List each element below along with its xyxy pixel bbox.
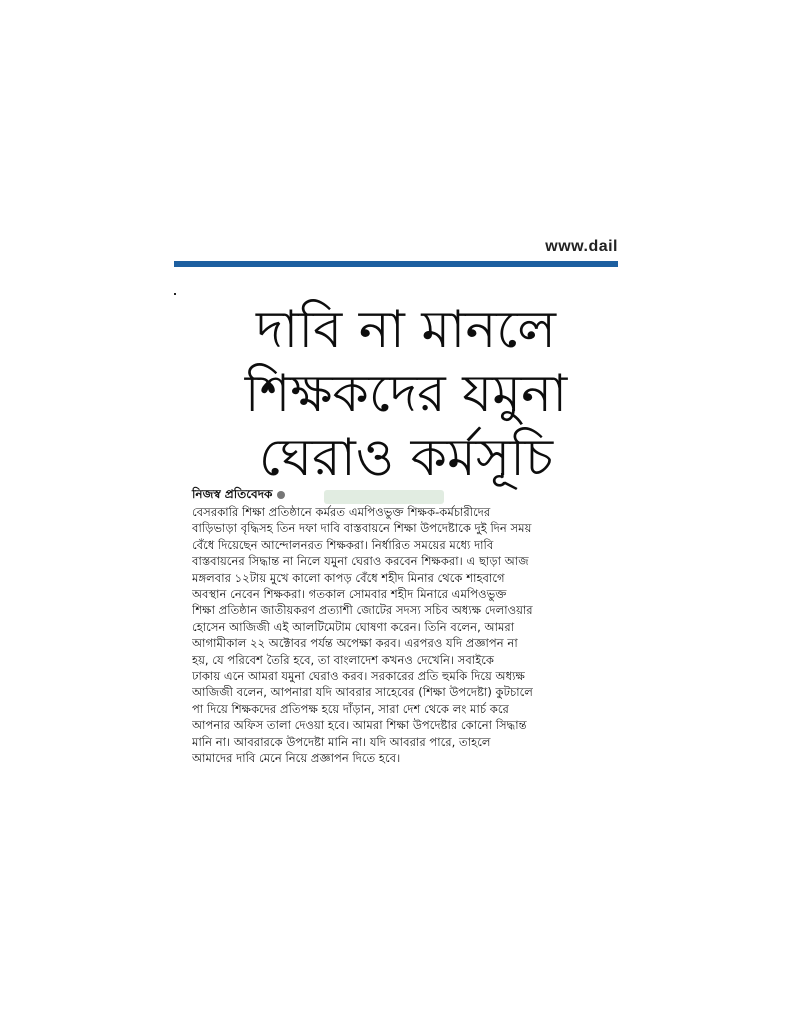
article-line: হোসেন আজিজী এই আলটিমেটাম ঘোষণা করেন। তিনি বলেন, আমরা xyxy=(192,619,515,634)
site-url: www.dail xyxy=(545,238,618,255)
article-line: আগামীকাল ২২ অক্টোবর পর্যন্ত অপেক্ষা করব। এরপরও যদি প্রজ্ঞাপন না xyxy=(192,636,518,651)
article-line: আপনার অফিস তালা দেওয়া হবে। আমরা শিক্ষা উপদেষ্টার কোনো সিদ্ধান্ত xyxy=(192,718,527,733)
article-line: বাস্তবায়নের সিদ্ধান্ত না নিলে যমুনা ঘেরাও করবেন শিক্ষকরা। এ ছাড়া আজ xyxy=(192,554,529,569)
article-line: হয়, যে পরিবেশ তৈরি হবে, তা বাংলাদেশ কখনও দেখেনি। সবাইকে xyxy=(192,652,495,667)
byline-text: নিজস্ব প্রতিবেদক xyxy=(192,487,273,501)
article-body xyxy=(192,504,616,767)
watermark-stamp xyxy=(324,490,444,504)
bullet-icon xyxy=(277,491,285,499)
header-rule xyxy=(174,261,618,267)
article-line: আমাদের দাবি মেনে নিয়ে প্রজ্ঞাপন দিতে হবে। xyxy=(192,751,401,766)
article-line: বাড়িভাড়া বৃদ্ধিসহ তিন দফা দাবি বাস্তবায়নে শিক্ষা উপদেষ্টাকে দুই দিন সময় xyxy=(192,521,532,536)
article-line: ঢাকায় এনে আমরা যমুনা ঘেরাও করব। সরকারের প্রতি হুমকি দিয়ে অধ্যক্ষ xyxy=(192,669,525,684)
headline-line-1: দাবি না মানলে xyxy=(255,300,557,360)
article-line: মানি না। আবরারকে উপদেষ্টা মানি না। যদি আবরার পারে, তাহলে xyxy=(192,734,491,749)
article-line: বেঁধে দিয়েছেন আন্দোলনরত শিক্ষকরা। নির্ধারিত সময়ের মধ্যে দাবি xyxy=(192,537,494,552)
byline xyxy=(192,486,285,506)
headline xyxy=(214,298,598,490)
article-line: শিক্ষা প্রতিষ্ঠান জাতীয়করণ প্রত্যাশী জোটের সদস্য সচিব অধ্যক্ষ দেলাওয়ার xyxy=(192,603,533,618)
headline-line-2: শিক্ষকদের যমুনা xyxy=(244,364,568,424)
article-line: পা দিয়ে শিক্ষকদের প্রতিপক্ষ হয়ে দাঁড়ান, সারা দেশ থেকে লং মার্চ করে xyxy=(192,701,509,716)
article-line: বেসরকারি শিক্ষা প্রতিষ্ঠানে কর্মরত এমপিওভুক্ত শিক্ষক-কর্মচারীদের xyxy=(192,505,491,519)
headline-line-3: ঘেরাও কর্মসূচি xyxy=(258,428,554,488)
article-line: অবস্থান নেবেন শিক্ষকরা। গতকাল সোমবার শহীদ মিনারে এমপিওভুক্ত xyxy=(192,587,507,602)
stray-mark xyxy=(174,293,176,295)
article-line: মঙ্গলবার ১২টায় মুখে কালো কাপড় বেঁধে শহীদ মিনার থেকে শাহবাগে xyxy=(192,570,505,585)
article-line: আজিজী বলেন, আপনারা যদি আবরার সাহেবের (শিক্ষা উপদেষ্টা) কুটচালে xyxy=(192,685,533,700)
newspaper-clipping xyxy=(174,236,618,776)
